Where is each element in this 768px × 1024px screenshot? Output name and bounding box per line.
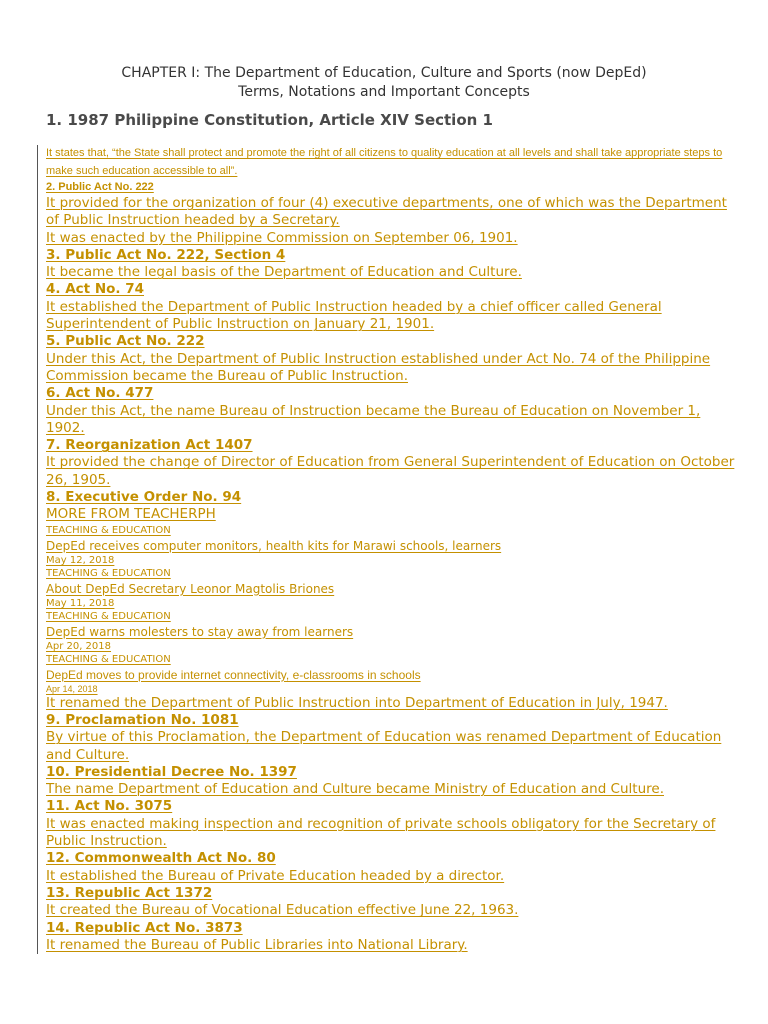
- item-text[interactable]: It provided the change of Director of Education from General Superintendent of Education on October 26, 1905.: [46, 454, 735, 488]
- item-text[interactable]: It was enacted by the Philippine Commission on September 06, 1901.: [46, 229, 518, 246]
- document-body: [37, 145, 736, 954]
- article-title[interactable]: DepEd warns molesters to stay away from learners: [46, 624, 354, 639]
- section-title: 1. 1987 Philippine Constitution, Article XIV Section 1: [46, 111, 493, 129]
- item-heading[interactable]: 11. Act No. 3075: [46, 798, 173, 815]
- item-text[interactable]: It created the Bureau of Vocational Education effective June 22, 1963.: [46, 902, 519, 919]
- item-text[interactable]: Under this Act, the name Bureau of Instruction became the Bureau of Education on November 1, 1902.: [46, 402, 701, 436]
- item-heading[interactable]: 7. Reorganization Act 1407: [46, 437, 253, 454]
- article-category[interactable]: TEACHING & EDUCATION: [46, 567, 171, 579]
- item-heading[interactable]: 14. Republic Act No. 3873: [46, 919, 243, 936]
- item-heading[interactable]: 2. Public Act No. 222: [46, 181, 154, 193]
- item-heading[interactable]: 8. Executive Order No. 94: [46, 489, 242, 506]
- item-heading[interactable]: 9. Proclamation No. 1081: [46, 711, 239, 728]
- item-heading[interactable]: 13. Republic Act 1372: [46, 884, 213, 901]
- item-text[interactable]: By virtue of this Proclamation, the Department of Education was renamed Department of Education and Culture.: [46, 729, 722, 763]
- item-text[interactable]: It renamed the Department of Public Instruction into Department of Education in July, 1947.: [46, 694, 668, 711]
- article-date: May 12, 2018: [46, 554, 115, 566]
- article-title[interactable]: About DepEd Secretary Leonor Magtolis Briones: [46, 581, 335, 596]
- item-heading[interactable]: 4. Act No. 74: [46, 281, 145, 298]
- document-header: [0, 64, 768, 102]
- item-text[interactable]: Under this Act, the Department of Public Instruction established under Act No. 74 of the Philippine Commission became the Bureau of Public Instruction.: [46, 350, 711, 384]
- item-text[interactable]: It established the Department of Public Instruction headed by a chief officer called General Superintendent of Public Instruction on January 21, 1901.: [46, 298, 662, 333]
- item-heading[interactable]: 3. Public Act No. 222, Section 4: [46, 246, 286, 263]
- intro-text[interactable]: It states that, “the State shall protect and promote the right of all citizens to quality education at all levels and shall take appropriate steps to make such education accessible to all”.: [46, 147, 723, 177]
- item-text[interactable]: It established the Bureau of Private Education headed by a director.: [46, 867, 505, 884]
- item-text[interactable]: It was enacted making inspection and recognition of private schools obligatory for the Secretary of Public Instruction.: [46, 815, 716, 850]
- article-date: May 11, 2018: [46, 597, 115, 609]
- article-category[interactable]: TEACHING & EDUCATION: [46, 524, 171, 536]
- item-heading[interactable]: 5. Public Act No. 222: [46, 333, 205, 350]
- article-date: Apr 14, 2018: [46, 683, 98, 694]
- item-heading[interactable]: 10. Presidential Decree No. 1397: [46, 763, 297, 780]
- item-heading[interactable]: 6. Act No. 477: [46, 385, 154, 402]
- item-heading[interactable]: 12. Commonwealth Act No. 80: [46, 850, 276, 867]
- item-text[interactable]: It became the legal basis of the Department of Education and Culture.: [46, 264, 522, 281]
- item-text[interactable]: The name Department of Education and Culture became Ministry of Education and Culture.: [46, 781, 664, 798]
- chapter-title: CHAPTER I: The Department of Education, Culture and Sports (now DepEd): [121, 65, 647, 81]
- article-title[interactable]: DepEd receives computer monitors, health kits for Marawi schools, learners: [46, 538, 502, 553]
- article-category[interactable]: TEACHING & EDUCATION: [46, 610, 171, 622]
- item-text[interactable]: It provided for the organization of four (4) executive departments, one of which was the Department of Public Instruction headed by a Secretary.: [46, 195, 727, 229]
- more-from-heading[interactable]: MORE FROM TEACHERPH: [46, 506, 216, 523]
- chapter-subtitle: Terms, Notations and Important Concepts: [238, 84, 530, 100]
- item-text[interactable]: It renamed the Bureau of Public Libraries into National Library.: [46, 936, 468, 953]
- article-title[interactable]: DepEd moves to provide internet connectivity, e-classrooms in schools: [46, 667, 421, 682]
- article-date: Apr 20, 2018: [46, 640, 112, 652]
- article-category[interactable]: TEACHING & EDUCATION: [46, 653, 171, 665]
